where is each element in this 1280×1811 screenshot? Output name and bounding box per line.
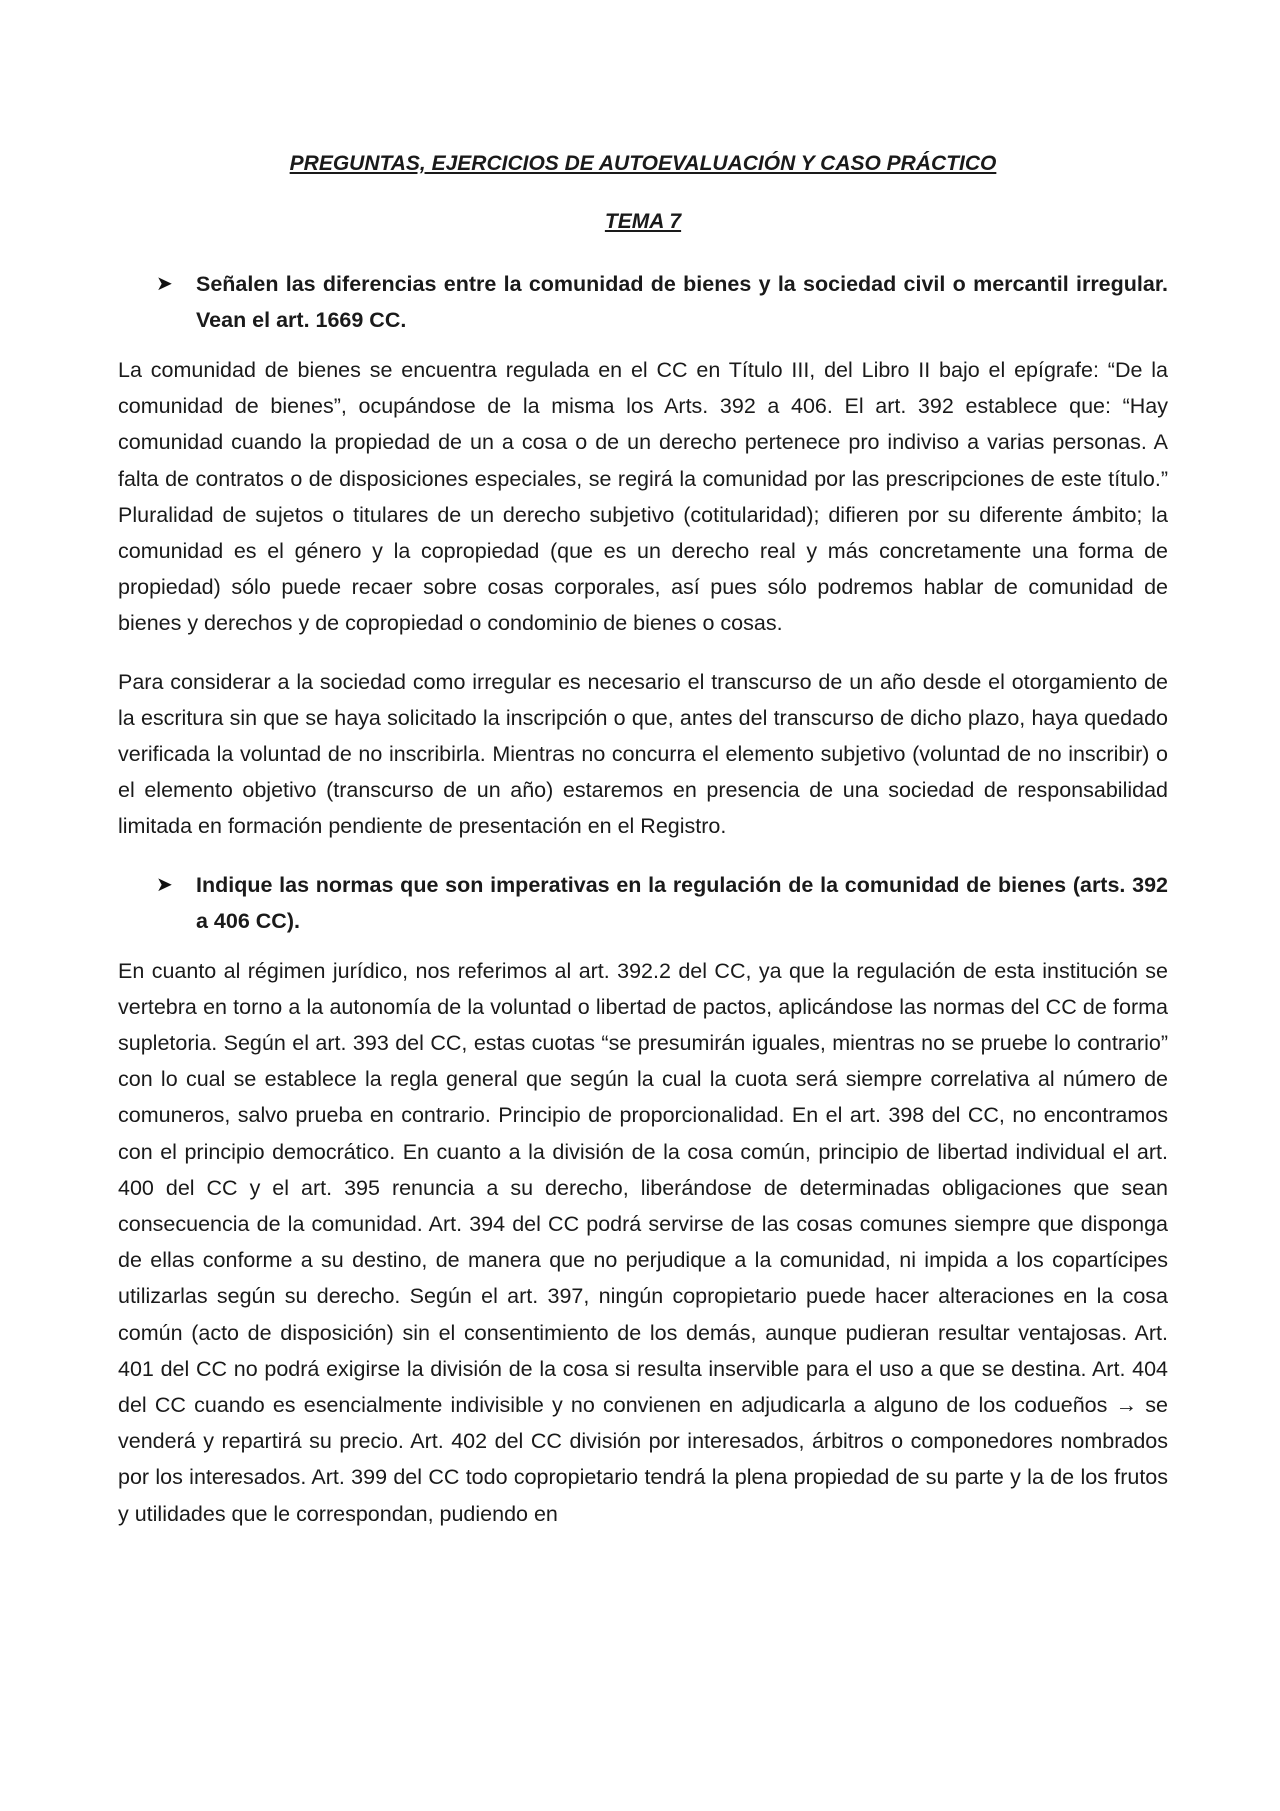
paragraph-3-part-2: se venderá y repartirá su precio. Art. 402 del CC división por interesados, árbitros o componedores nombrados por los interesados. Art. 399 del CC todo copropietario tendrá la plena propiedad de su parte y la de los frutos y utilidades que le correspondan, pudiendo en — [118, 1393, 1168, 1526]
question-1 — [118, 266, 1168, 338]
arrowhead-bullet-icon: ➤ — [156, 873, 173, 896]
paragraph-3-part-1: En cuanto al régimen jurídico, nos referimos al art. 392.2 del CC, ya que la regulación de esta institución se vertebra en torno a la autonomía de la voluntad o libertad de pactos, aplicándose las normas del CC de forma supletoria. Según el art. 393 del CC, estas cuotas “se presumirán iguales, mientras no se pruebe lo contrario” con lo cual se establece la regla general que según la cual la cuota será siempre correlativa al número de comuneros, salvo prueba en contrario. Principio de proporcionalidad. En el art. 398 del CC, no encontramos con el principio democrático. En cuanto a la división de la cosa común, principio de libertad individual el art. 400 del CC y el art. 395 renuncia a su derecho, liberándose de determinadas obligaciones que sean consecuencia de la comunidad. Art. 394 del CC podrá servirse de las cosas comunes siempre que disponga de ellas conforme a su destino, de manera que no perjudique a la comunidad, ni impida a los copartícipes utilizarlas según su derecho. Según el art. 397, ningún copropietario puede hacer alteraciones en la cosa común (acto de disposición) sin el consentimiento de los demás, aunque pudieran resultar ventajosas. Art. 401 del CC no podrá exigirse la división de la cosa si resulta inservible para el uso a que se destina. Art. 404 del CC cuando es esencialmente indivisible y no convienen en adjudicarla a alguno de los codueños — [118, 958, 1168, 1418]
right-arrow-icon: → — [1115, 1393, 1138, 1418]
paragraph-1: La comunidad de bienes se encuentra regulada en el CC en Título III, del Libro II bajo el epígrafe: “De la comunidad de bienes”, ocupándose de la misma los Arts. 392 a 406. El art. 392 establece que: “Hay comunidad cuando la propiedad de un a cosa o de un derecho pertenece pro indiviso a varias personas. A falta de contratos o de disposiciones especiales, se regirá la comunidad por las prescripciones de este título.” Pluralidad de sujetos o titulares de un derecho subjetivo (cotitularidad); difieren por su diferente ámbito; la comunidad es el género y la copropiedad (que es un derecho real y más concretamente una forma de propiedad) sólo puede recaer sobre cosas corporales, así pues sólo podremos hablar de comunidad de bienes y derechos y de copropiedad o condominio de bienes o cosas. — [118, 358, 1168, 636]
question-2 — [118, 867, 1168, 939]
document-subtitle: TEMA 7 — [604, 210, 682, 233]
arrowhead-bullet-icon: ➤ — [156, 273, 173, 295]
paragraph-3 — [118, 953, 1168, 1532]
question-2-text: Indique las normas que son imperativas en la regulación de la comunidad de bienes (arts. 392 a 406 CC). — [196, 872, 1168, 933]
question-1-text: Señalen las diferencias entre la comunidad de bienes y la sociedad civil o mercantil irregular. Vean el art. 1669 CC. — [196, 272, 1168, 332]
document-page — [118, 150, 1168, 1554]
document-title: PREGUNTAS, EJERCICIOS DE AUTOEVALUACIÓN Y CASO PRÁCTICO — [289, 152, 997, 175]
paragraph-2: Para considerar a la sociedad como irregular es necesario el transcurso de un año desde el otorgamiento de la escritura sin que se haya solicitado la inscripción o que, antes del transcurso de dicho plazo, haya quedado verificada la voluntad de no inscribirla. Mientras no concurra el elemento subjetivo (voluntad de no inscribir) o el elemento objetivo (transcurso de un año) estaremos en presencia de una sociedad de responsabilidad limitada en formación pendiente de presentación en el Registro. — [118, 669, 1168, 839]
